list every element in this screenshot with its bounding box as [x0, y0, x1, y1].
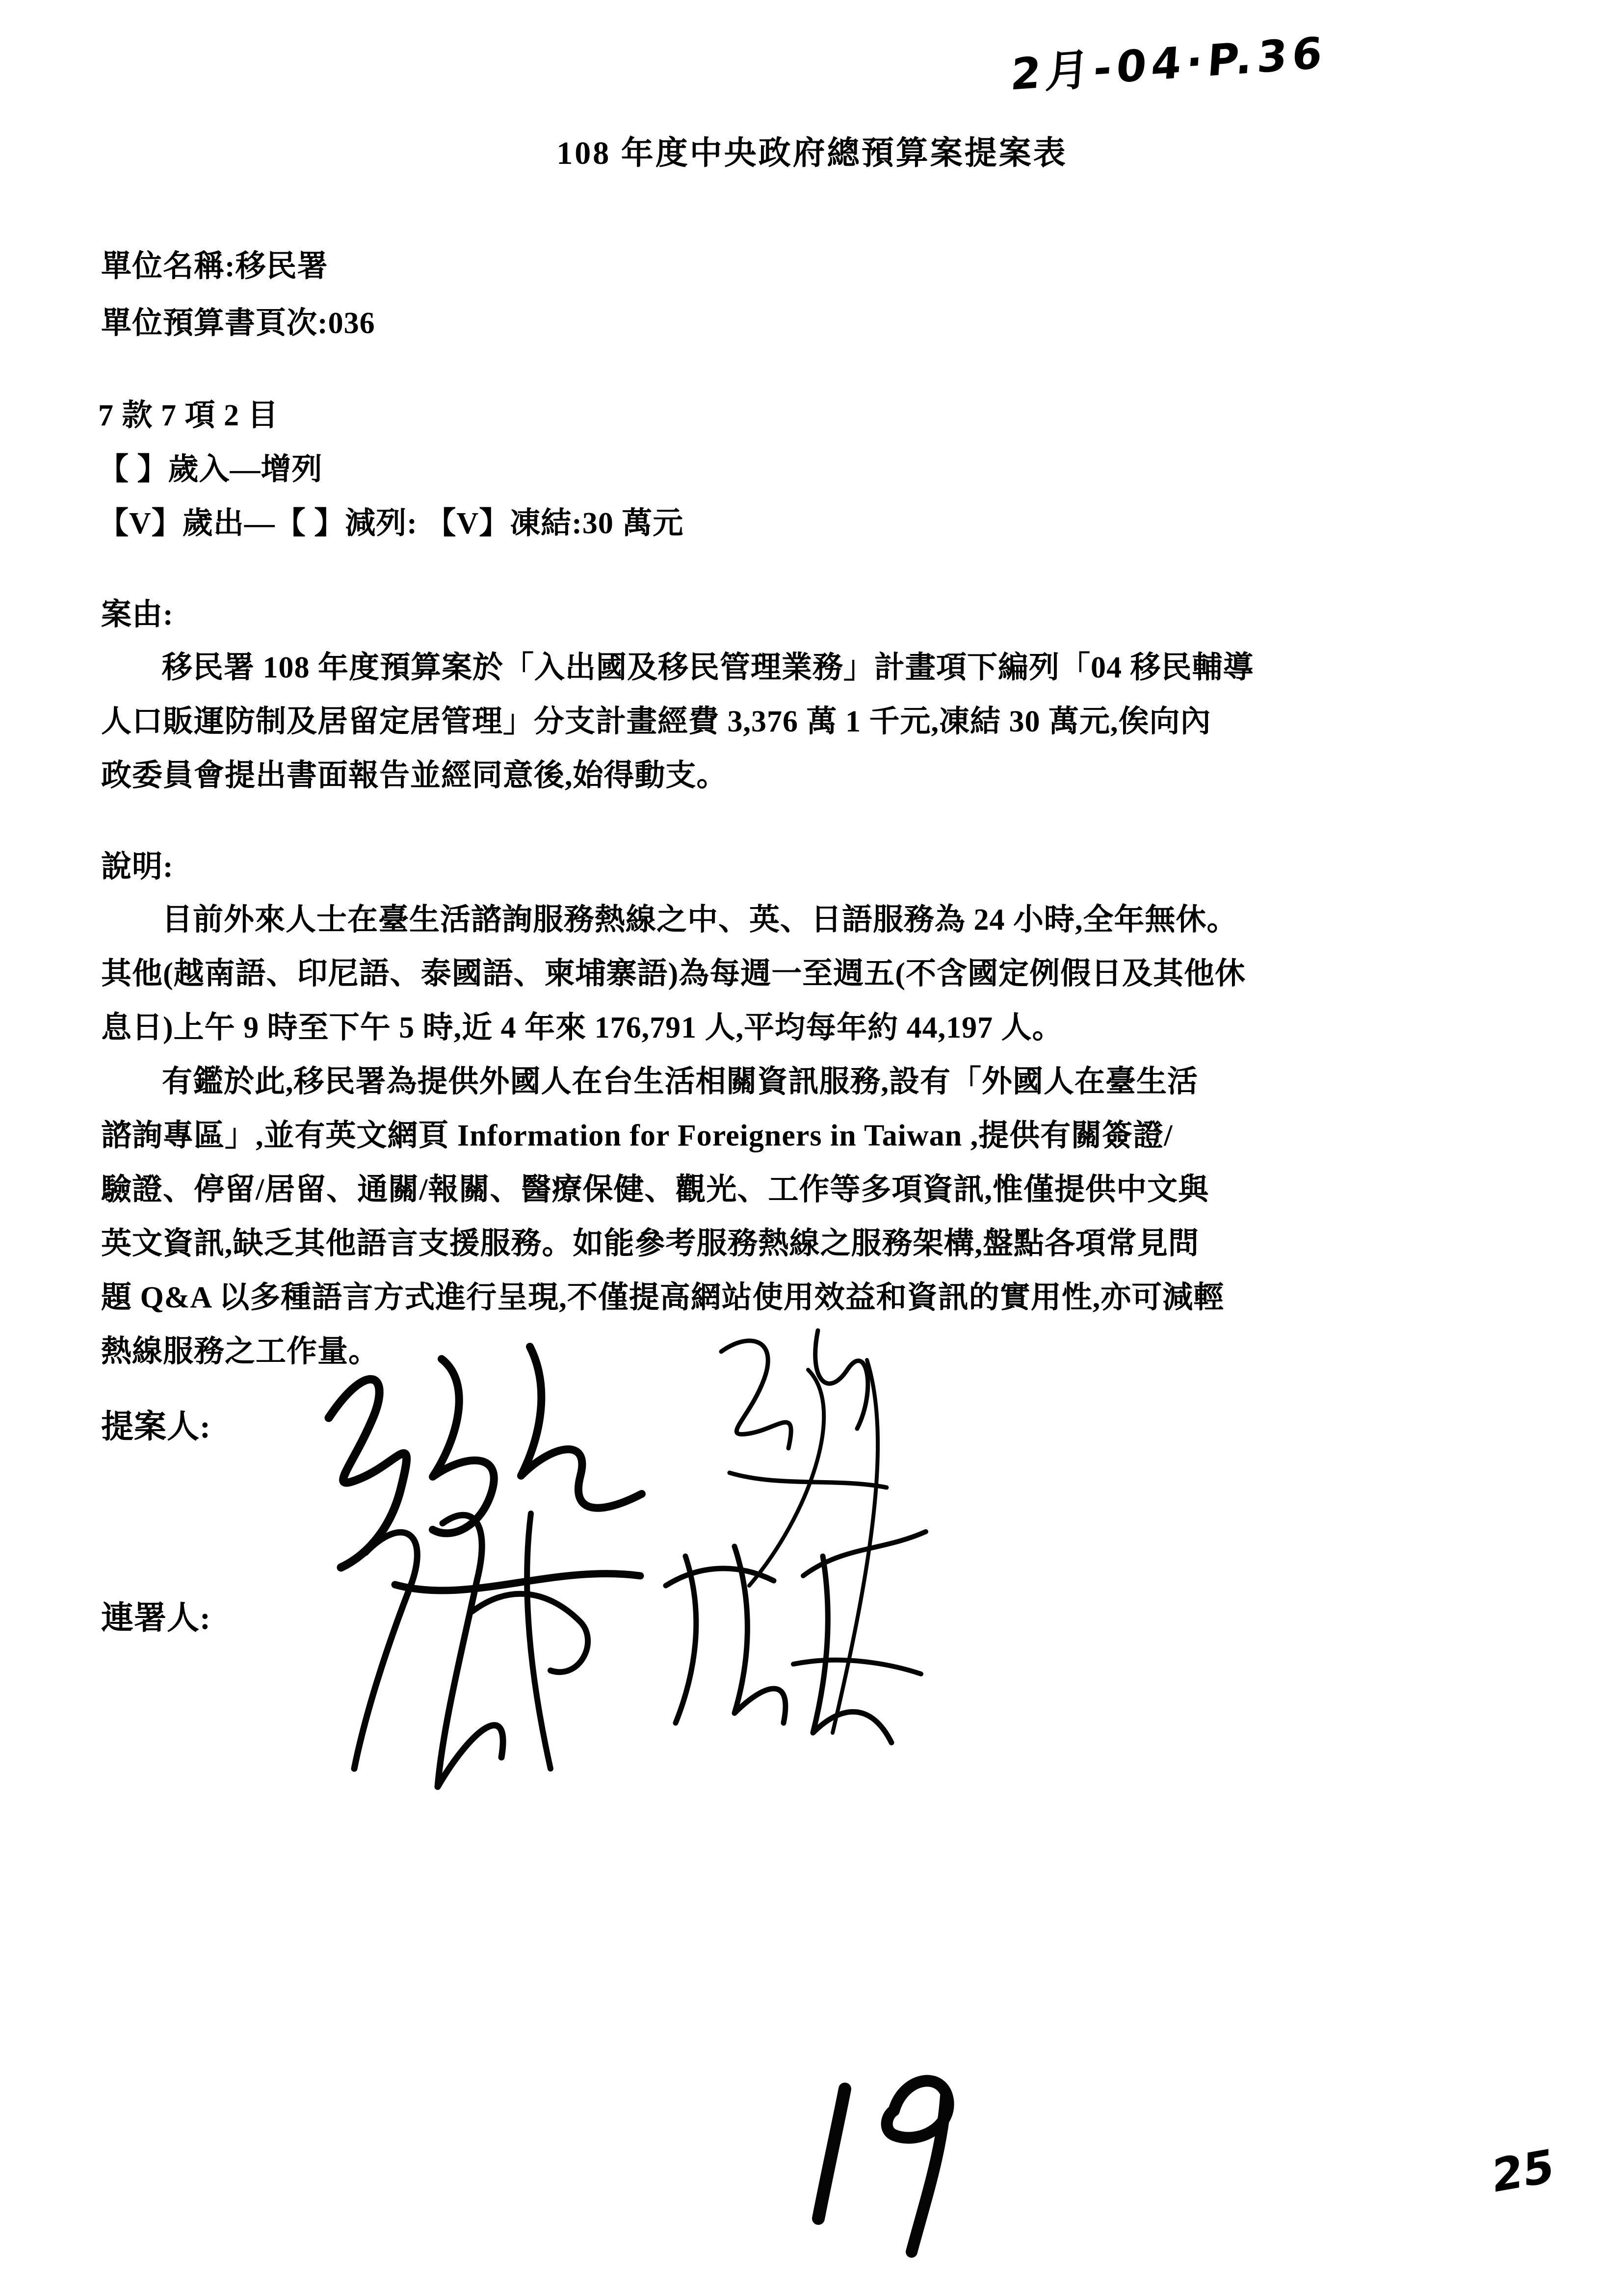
explanation-line: 英文資訊,缺乏其他語言支援服務。如能參考服務熱線之服務架構,盤點各項常見問 — [101, 1227, 1200, 1260]
explanation-line: 息日)上午 9 時至下午 5 時,近 4 年來 176,791 人,平均每年約 44,197 人。 — [101, 1011, 1063, 1044]
handwritten-filing-note: 2月-04·P.36 — [1009, 27, 1329, 100]
handwritten-corner-mark: 25 — [1492, 2139, 1554, 2203]
unit-name-line: 單位名稱:移民署 — [101, 250, 328, 283]
explanation-line: 目前外來人士在臺生活諮詢服務熱線之中、英、日語服務為 24 小時,全年無休。 — [162, 903, 1238, 937]
case-line: 移民署 108 年度預算案於「入出國及移民管理業務」計畫項下編列「04 移民輔導 — [162, 651, 1254, 684]
handwritten-page-number — [765, 2031, 971, 2257]
signature-cosigner-1 — [324, 1491, 657, 1815]
unit-budget-page-line: 單位預算書頁次:036 — [101, 307, 375, 340]
explanation-line: 諮詢專區」,並有英文網頁 Information for Foreigners in Taiwan ,提供有關簽證/ — [101, 1119, 1173, 1152]
proposer-label: 提案人: — [101, 1409, 211, 1445]
case-line: 政委員會提出書面報告並經同意後,始得動支。 — [101, 759, 728, 792]
budget-item-line: 7 款 7 項 2 目 — [98, 399, 279, 432]
explanation-line: 題 Q&A 以多種語言方式進行呈現,不僅提高網站使用效益和資訊的實用性,亦可減輕 — [101, 1281, 1225, 1314]
page-title: 108 年度中央政府總預算案提案表 — [556, 135, 1068, 171]
expenditure-checkbox-line: 【V】歲出—【 】減列: 【V】凍結:30 萬元 — [98, 507, 684, 540]
case-section-label: 案由: — [101, 598, 174, 631]
explanation-line: 其他(越南語、印尼語、泰國語、柬埔寨語)為每週一至週五(不含國定例假日及其他休 — [101, 957, 1246, 991]
revenue-checkbox-line: 【 】歲入—增列 — [98, 453, 323, 486]
explanation-line: 驗證、停留/居留、通關/報關、醫療保健、觀光、工作等多項資訊,惟僅提供中文與 — [101, 1173, 1209, 1206]
explanation-line: 有鑑於此,移民署為提供外國人在台生活相關資訊服務,設有「外國人在臺生活 — [162, 1065, 1199, 1098]
case-line: 人口販運防制及居留定居管理」分支計畫經費 3,376 萬 1 千元,凍結 30 萬元,俟向內 — [101, 705, 1211, 738]
explanation-section-label: 說明: — [101, 850, 174, 884]
explanation-line: 熱線服務之工作量。 — [101, 1335, 380, 1368]
signature-cosigner-2 — [635, 1516, 940, 1771]
cosigner-label: 連署人: — [101, 1600, 211, 1636]
